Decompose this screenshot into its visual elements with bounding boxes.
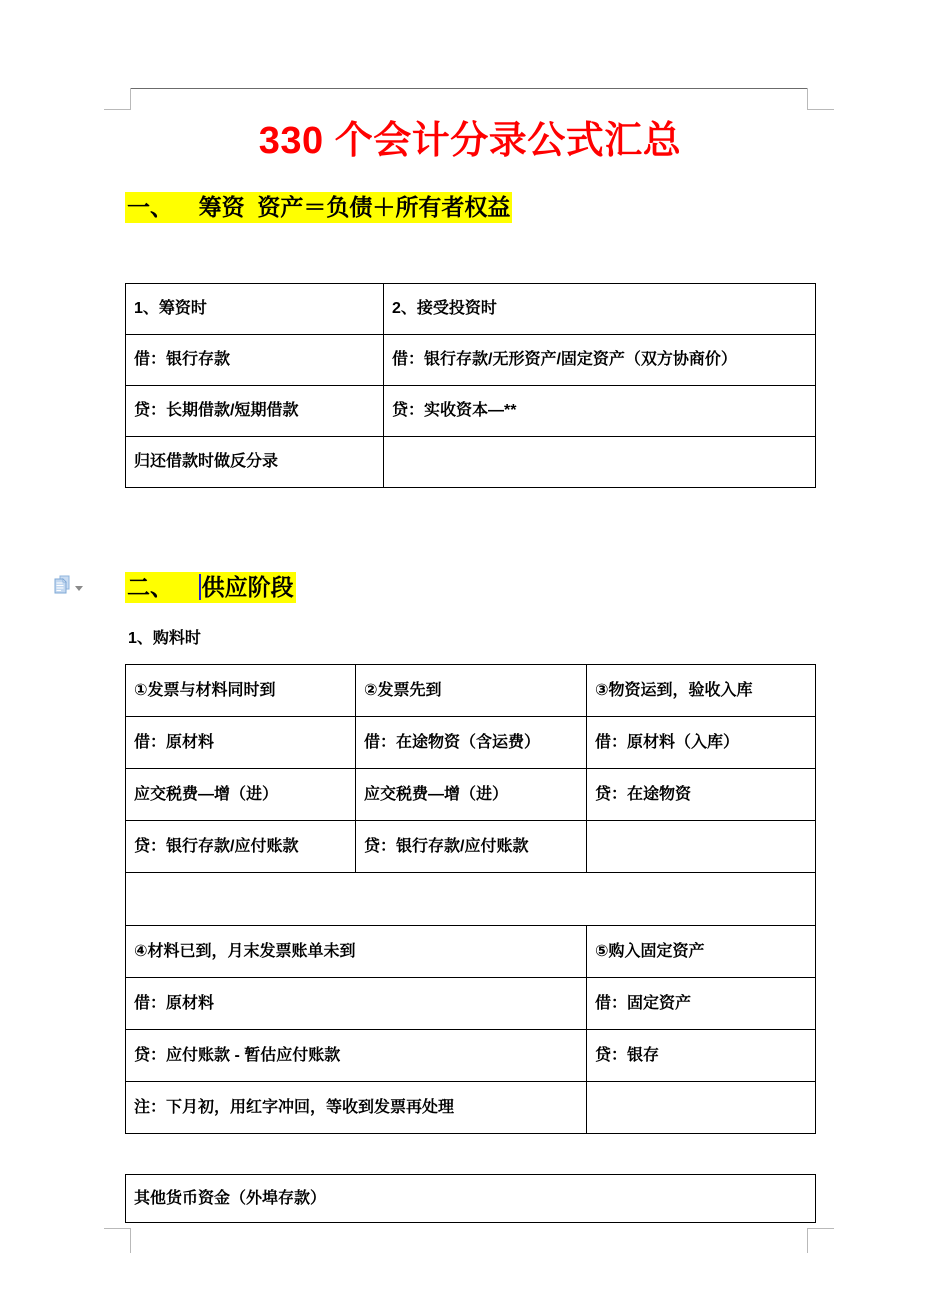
table-cell: ①发票与材料同时到 (126, 665, 356, 717)
table-cell: 贷：实收资本—** (384, 386, 816, 437)
table-cell: 注：下月初，用红字冲回，等收到发票再处理 (126, 1082, 587, 1134)
table-cell: 1、筹资时 (126, 284, 384, 335)
paste-options-smart-tag[interactable] (54, 575, 83, 599)
table-cell: 借：银行存款/无形资产/固定资产（双方协商价） (384, 335, 816, 386)
page-top-border (130, 88, 808, 89)
table-row-spacer (126, 873, 816, 926)
table-row (126, 437, 816, 488)
table-cell: 贷：在途物资 (587, 769, 816, 821)
table-cell: ③物资运到，验收入库 (587, 665, 816, 717)
purchase-subheading: 1、购料时 (128, 630, 201, 647)
other-monetary-funds-table (125, 1174, 816, 1223)
table-cell: 借：原材料 (126, 717, 356, 769)
supply-stage-table (125, 664, 816, 1134)
table-cell: 应交税费—增（进） (356, 769, 587, 821)
table-row (126, 1030, 816, 1082)
table-cell (587, 1082, 816, 1134)
table-cell (384, 437, 816, 488)
table-row (126, 335, 816, 386)
section-2-heading-highlight (125, 572, 296, 603)
table-cell: 归还借款时做反分录 (126, 437, 384, 488)
table-row (126, 665, 816, 717)
margin-mark-bottom-right-vertical (807, 1228, 808, 1253)
table-cell: 借：银行存款 (126, 335, 384, 386)
margin-mark-top-right-horizontal (807, 109, 834, 110)
text-cursor-caret (199, 574, 201, 600)
table-cell: ④材料已到，月末发票账单未到 (126, 926, 587, 978)
table-cell: 其他货币资金（外埠存款） (126, 1175, 816, 1223)
section-2-heading (125, 570, 296, 605)
margin-mark-bottom-left-horizontal (104, 1228, 131, 1229)
table-cell: 贷：长期借款/短期借款 (126, 386, 384, 437)
section-1-heading-highlight (125, 192, 512, 223)
section-2-spacer (173, 574, 199, 600)
table-cell: ②发票先到 (356, 665, 587, 717)
section-1-number: 一、 (127, 194, 173, 220)
section-1-spacer (173, 194, 199, 220)
table-row (126, 717, 816, 769)
table-cell: 贷：银行存款/应付账款 (126, 821, 356, 873)
section-1-heading (125, 190, 512, 225)
table-row (126, 284, 816, 335)
margin-mark-top-left-vertical (130, 88, 131, 110)
table-cell: 应交税费—增（进） (126, 769, 356, 821)
table-cell (587, 821, 816, 873)
table-row (126, 769, 816, 821)
table-cell: 贷：应付账款 - 暂估应付账款 (126, 1030, 587, 1082)
table-cell (126, 873, 816, 926)
table-row (126, 821, 816, 873)
table-row (126, 926, 816, 978)
table-cell: 借：固定资产 (587, 978, 816, 1030)
margin-mark-bottom-left-vertical (130, 1228, 131, 1253)
table-row (126, 1175, 816, 1223)
table-cell: 借：在途物资（含运费） (356, 717, 587, 769)
margin-mark-top-left-horizontal (104, 109, 131, 110)
section-2-heading-text: 供应阶段 (201, 574, 294, 600)
margin-mark-bottom-right-horizontal (807, 1228, 834, 1229)
table-row (126, 978, 816, 1030)
table-row (126, 1082, 816, 1134)
table-cell: 借：原材料（入库） (587, 717, 816, 769)
chevron-down-icon[interactable] (75, 586, 83, 591)
paste-options-icon[interactable] (54, 575, 71, 599)
table-row (126, 386, 816, 437)
section-1-heading-text: 筹资 资产＝负债＋所有者权益 (198, 194, 511, 220)
margin-mark-top-right-vertical (807, 88, 808, 110)
table-cell: 贷：银存 (587, 1030, 816, 1082)
section-2-number: 二、 (127, 574, 173, 600)
table-cell: 贷：银行存款/应付账款 (356, 821, 587, 873)
funding-table (125, 283, 816, 488)
table-cell: 借：原材料 (126, 978, 587, 1030)
table-cell: ⑤购入固定资产 (587, 926, 816, 978)
page-title: 330 个会计分录公式汇总 (258, 120, 682, 162)
table-cell: 2、接受投资时 (384, 284, 816, 335)
